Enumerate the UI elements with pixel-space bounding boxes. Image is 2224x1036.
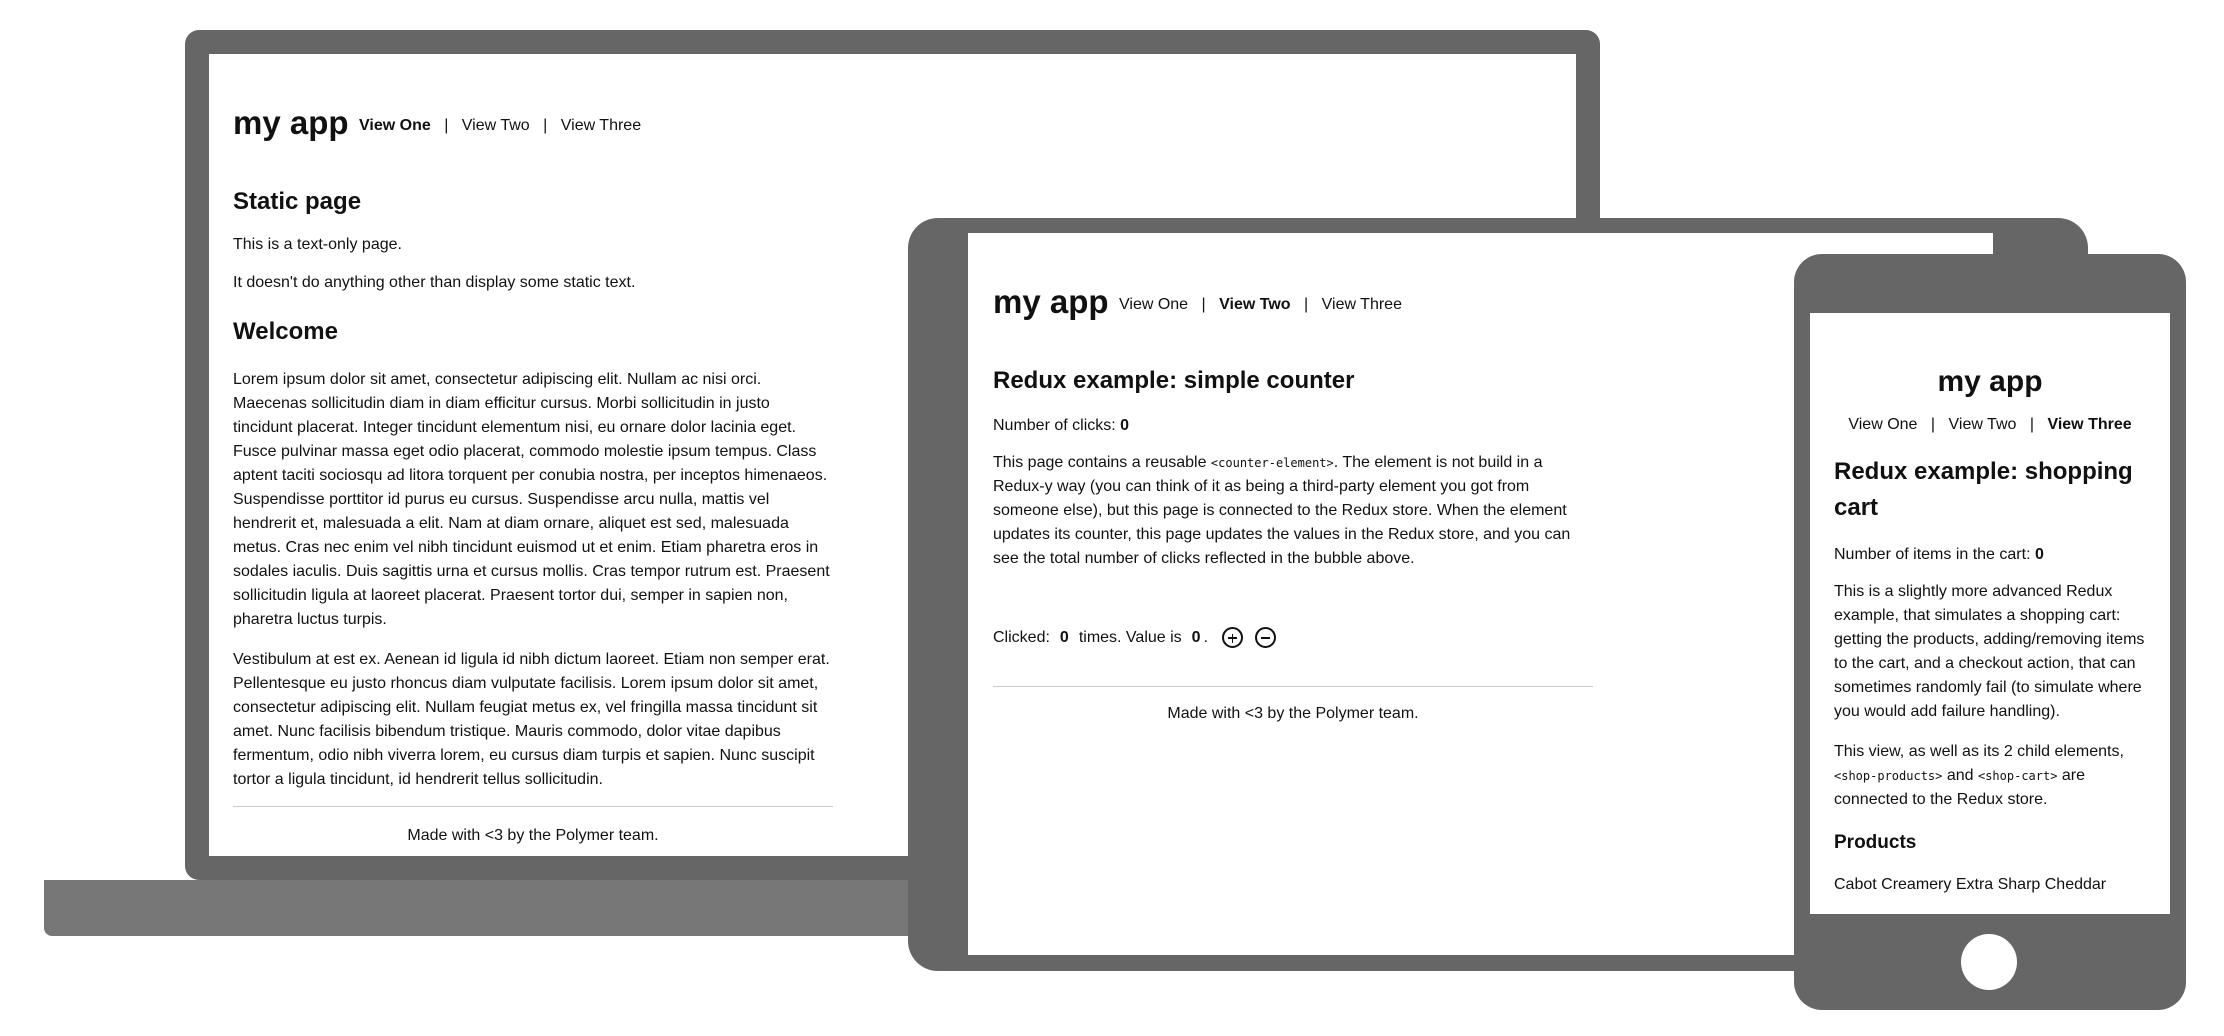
counter-value: 0 bbox=[1191, 628, 1201, 646]
tablet-footer: Made with <3 by the Polymer team. bbox=[1167, 705, 1419, 722]
description-text: This page contains a reusable bbox=[993, 454, 1211, 471]
laptop-footer: Made with <3 by the Polymer team. bbox=[407, 827, 659, 844]
counter-times-label: times. Value is bbox=[1078, 628, 1182, 646]
cart-items-count bbox=[1834, 546, 2146, 564]
tablet-header bbox=[993, 283, 1593, 329]
nav-view-two[interactable]: View Two bbox=[461, 117, 530, 134]
nav-separator: | bbox=[1304, 296, 1309, 313]
nav-view-two[interactable]: View Two bbox=[1219, 296, 1291, 313]
description-text: . The element is not build in a Redux-y way (you can think of it as being a third-party element you got from someone else), but this page is connected to the Redux store. When the element updates its counter, this page updates the values in the Redux store, and you can see the total number of clicks reflected in the bubble above. bbox=[993, 454, 1571, 567]
section-title-static-page: Static page bbox=[233, 188, 362, 215]
clicks-label: Number of clicks: bbox=[993, 417, 1116, 434]
phone-nav bbox=[1834, 416, 2146, 434]
counter-clicked-value: 0 bbox=[1059, 628, 1069, 646]
minus-icon[interactable] bbox=[1255, 627, 1276, 648]
static-text-2: It doesn't do anything other than display some static text. bbox=[233, 274, 636, 291]
phone-screen bbox=[1810, 313, 2170, 914]
nav-view-three[interactable]: View Three bbox=[560, 117, 642, 134]
nav-view-three[interactable]: View Three bbox=[2047, 416, 2132, 433]
nav-separator: | bbox=[1201, 296, 1206, 313]
nav-view-three[interactable]: View Three bbox=[1321, 296, 1402, 313]
shop-products-code: <shop-products> bbox=[1834, 769, 1943, 783]
plus-icon[interactable] bbox=[1222, 627, 1243, 648]
products-title: Products bbox=[1834, 832, 1917, 853]
counter-description bbox=[993, 451, 1593, 571]
nav-separator: | bbox=[444, 117, 449, 134]
description-text: are connected to the Redux store. bbox=[1834, 767, 2086, 808]
nav-separator: | bbox=[1930, 416, 1936, 433]
footer-divider bbox=[993, 686, 1593, 687]
laptop-header bbox=[233, 104, 833, 150]
cart-items-label: Number of items in the cart: bbox=[1834, 546, 2031, 563]
connected-description bbox=[1834, 740, 2146, 812]
counter-period: . bbox=[1203, 628, 1209, 646]
nav-view-one[interactable]: View One bbox=[1848, 416, 1918, 433]
nav-view-one[interactable]: View One bbox=[1119, 296, 1189, 313]
lorem-paragraph-1: Lorem ipsum dolor sit amet, consectetur adipiscing elit. Nullam ac nisi orci. Maecenas sollicitudin diam in diam efficitur cursus. Morbi sollicitudin in justo tincidunt placerat. Integer tincidunt elementum nisi, eu ornare dolor lacinia eget. Fusce pulvinar massa eget odio placerat, commodo molestie ipsum tempus. Class aptent taciti sociosqu ad litora torquent per conubia nostra, per inceptos himenaeos. Suspendisse porttitor id purus eu cursus. Suspendisse arcu nulla, mattis vel hendrerit et, malesuada a elit. Nam at diam ornare, aliquet est sed, malesuada metus. Cras nec enim vel nibh tincidunt euismod ut et enim. Etiam pharetra eros in sodales iaculis. Duis sagittis urna et cursus mollis. Cras tempor rutrum est. Praesent sollicitudin ligula at laoreet placerat. Praesent tortor dui, semper in sapien non, pharetra luctus turpis. bbox=[233, 371, 830, 628]
shop-cart-code: <shop-cart> bbox=[1977, 769, 2058, 783]
cart-description: This is a slightly more advanced Redux example, that simulates a shopping cart: getting the products, adding/removing items to the cart, and a checkout action, that can sometimes randomly fail (to simulate where you would add failure handling). bbox=[1834, 583, 2145, 720]
clicks-value: 0 bbox=[1120, 417, 1130, 434]
nav-separator: | bbox=[2029, 416, 2034, 433]
nav-view-one[interactable]: View One bbox=[359, 117, 431, 134]
home-button[interactable] bbox=[1961, 934, 2017, 990]
counter-clicked-label: Clicked: bbox=[993, 628, 1050, 646]
tablet-nav bbox=[1119, 296, 1402, 314]
cart-items-value: 0 bbox=[2034, 546, 2044, 563]
nav-separator: | bbox=[543, 117, 548, 134]
description-text: and bbox=[1942, 767, 1978, 784]
description-text: This view, as well as its 2 child elements, bbox=[1834, 743, 2124, 760]
app-title: my app bbox=[993, 283, 1109, 320]
counter-element bbox=[993, 627, 1593, 648]
app-title: my app bbox=[1937, 365, 2043, 398]
static-text-1: This is a text-only page. bbox=[233, 236, 402, 253]
lorem-paragraph-2: Vestibulum at est ex. Aenean id ligula id nibh dictum laoreet. Etiam non semper erat. Pellentesque eu justo rhoncus diam vulputate facilisis. Lorem ipsum dolor sit amet, consectetur adipiscing elit. Nullam feugiat metus ex, vel fringilla massa tincidunt sit amet. Nunc facilisis bibendum tristique. Mauris commodo, dolor vitae dapibus fermentum, odio nibh viverra lorem, eu cursus diam turpis et sapien. Nunc suscipit tortor a ligula tincidunt, id hendrerit tellus sollicitudin. bbox=[233, 651, 830, 788]
section-title-welcome: Welcome bbox=[233, 318, 338, 345]
counter-element-code: <counter-element> bbox=[1210, 456, 1334, 470]
app-title: my app bbox=[233, 104, 349, 141]
page-title: Redux example: shopping cart bbox=[1834, 458, 2133, 521]
page-title: Redux example: simple counter bbox=[993, 367, 1355, 394]
product-item: Cabot Creamery Extra Sharp Cheddar bbox=[1834, 876, 2107, 893]
footer-divider bbox=[233, 806, 833, 807]
nav-view-two[interactable]: View Two bbox=[1948, 416, 2017, 433]
clicks-count bbox=[993, 417, 1593, 435]
laptop-nav bbox=[359, 117, 641, 135]
